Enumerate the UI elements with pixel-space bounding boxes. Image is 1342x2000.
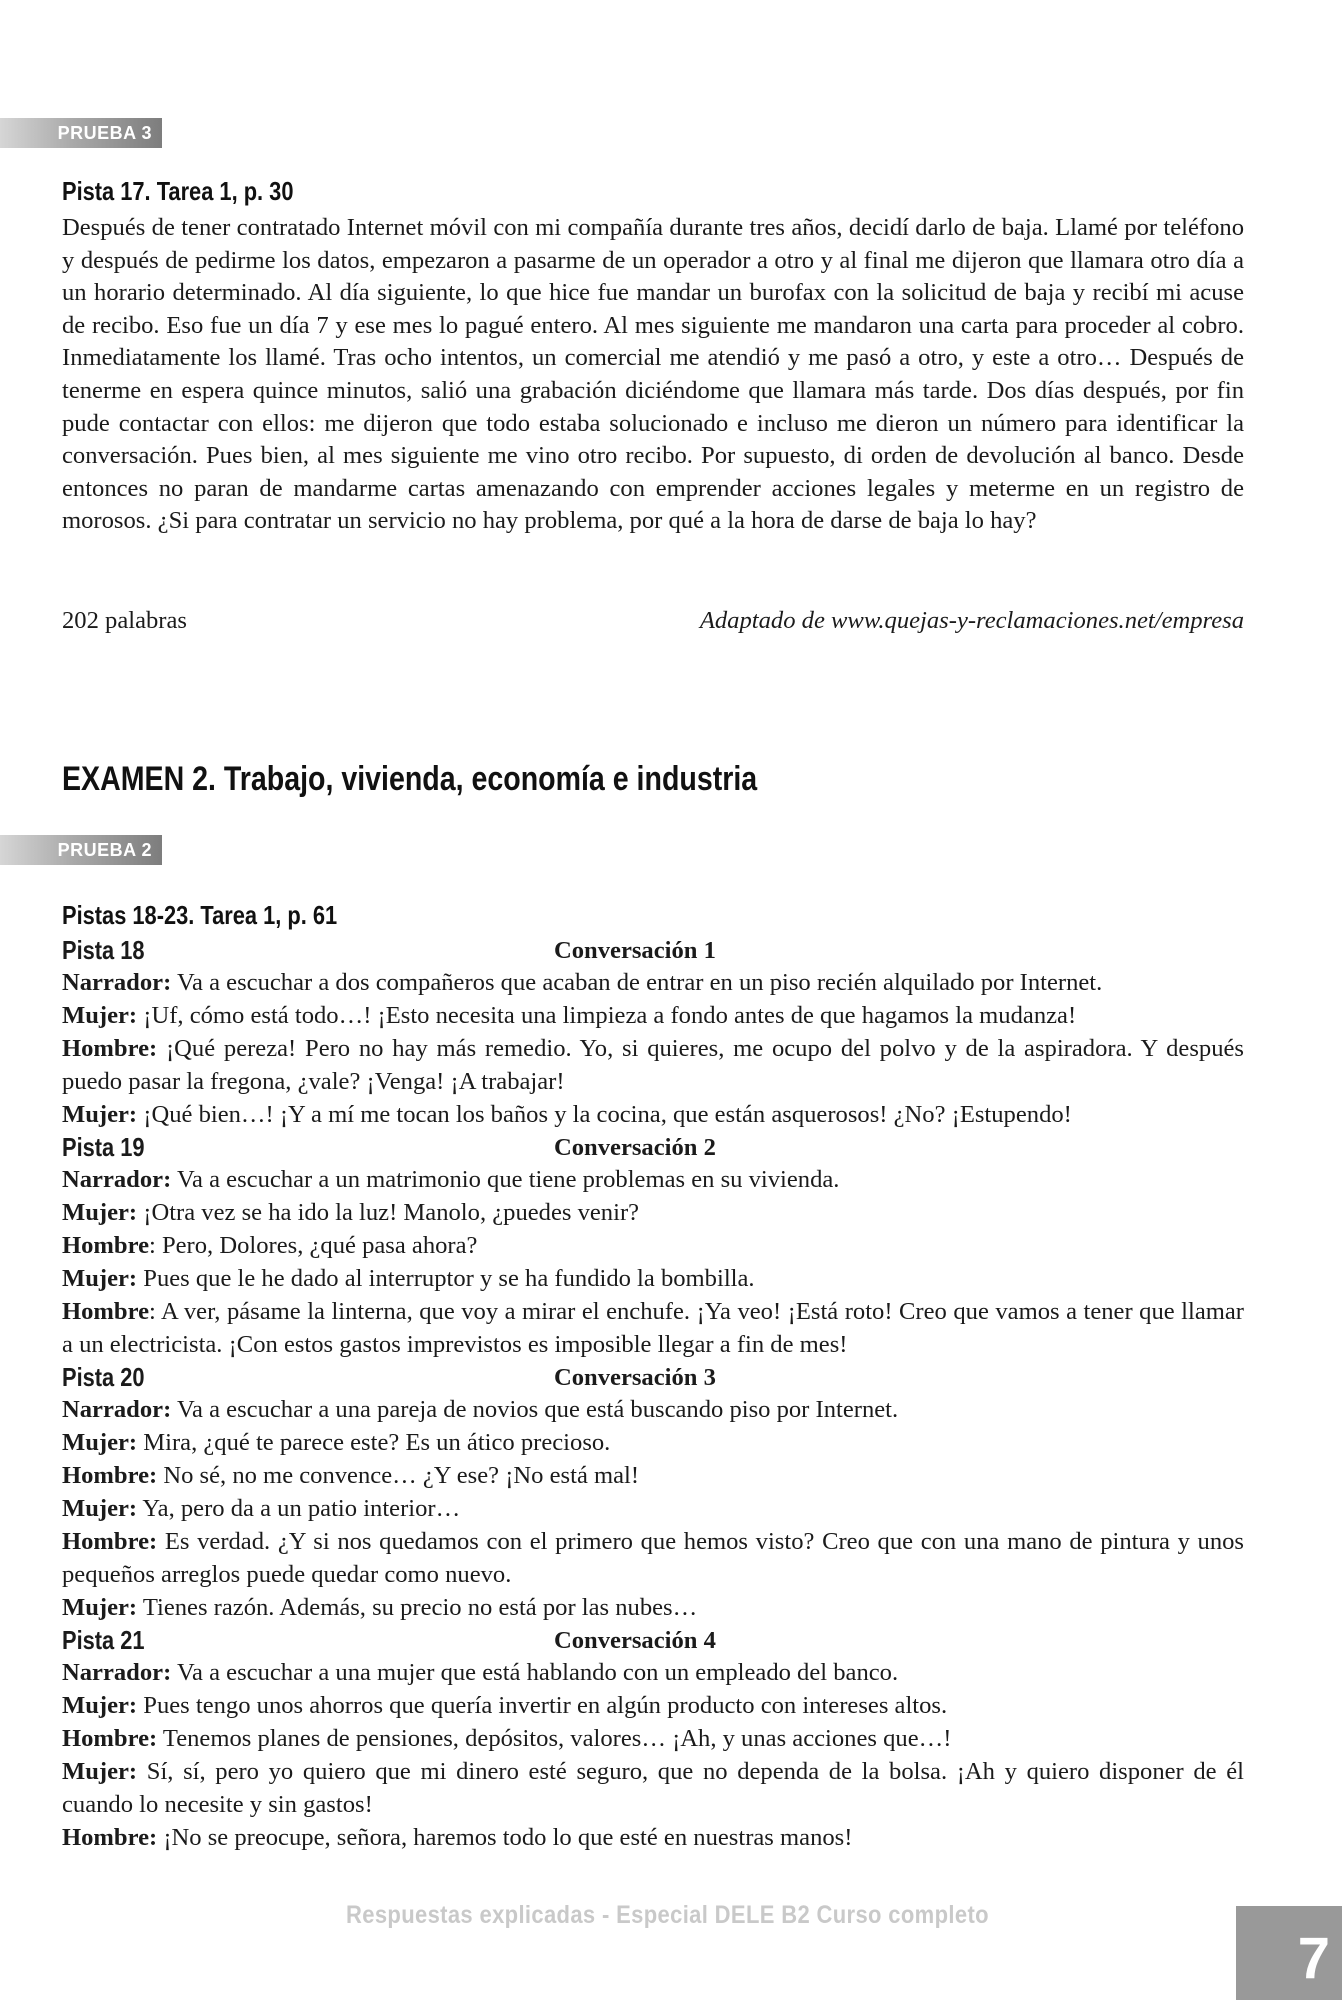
dialogue-line [62,1164,1244,1197]
dialogue-line [62,1263,1244,1296]
dialogue-text: ¡No se preocupe, señora, haremos todo lo que esté en nuestras manos! [163,1824,853,1851]
source-citation: Adaptado de www.quejas-y-reclamaciones.net/empresa [699,607,1244,634]
speaker-label: Hombre: [62,1528,158,1555]
page-number: 7 [1297,1926,1330,1991]
dialogue-text: ¡Qué bien…! ¡Y a mí me tocan los baños y la cocina, que están asquerosos! ¿No? ¡Estupendo! [143,1101,1072,1128]
track-heading: Pista 17. Tarea 1, p. 30 [62,176,294,206]
speaker-label: Narrador: [62,1659,172,1686]
dialogue-line [62,1000,1244,1033]
dialogue-line [62,1657,1244,1690]
dialogue-line [62,1460,1244,1493]
dialogue-line [62,967,1244,1000]
conversation-header [62,1624,1244,1657]
track-label: Pista 19 [62,1132,145,1162]
dialogue-text: ¡Otra vez se ha ido la luz! Manolo, ¿puedes venir? [143,1199,640,1226]
speaker-label: Mujer: [62,1692,138,1719]
dialogue-text: : Pero, Dolores, ¿qué pasa ahora? [148,1232,478,1259]
speaker-label: Narrador: [62,1166,172,1193]
dialogue-text: Tienes razón. Además, su precio no está por las nubes… [142,1594,698,1621]
page-number-box [1236,1906,1342,2000]
speaker-label: Mujer: [62,1199,138,1226]
speaker-label: Hombre: [62,1725,158,1752]
dialogue-text: Va a escuchar a un matrimonio que tiene problemas en su vivienda. [177,1166,840,1193]
track-label: Pista 21 [62,1625,145,1655]
dialogue-line [62,1033,1244,1099]
track-label: Pista 20 [62,1362,145,1392]
complaint-text: Después de tener contratado Internet móvil con mi compañía durante tres años, decidí darlo de baja. Llamé por teléfono y después de pedirme los datos, empezaron a pasarme de un operador a otro y al final me dijeron que llamara otro día a un horario determinado. Al día siguiente, lo que hice fue mandar un burofax con la solicitud de baja y recibí mi acuse de recibo. Eso fue un día 7 y ese mes lo pagué entero. Al mes siguiente me mandaron una carta para proceder al cobro. Inmediatamente los llamé. Tras ocho intentos, un comercial me atendió y me pasó a otro, y este a otro… Después de tenerme en espera quince minutos, salió una grabación diciéndome que llamara más tarde. Dos días después, por fin pude contactar con ellos: me dijeron que todo estaba solucionado e incluso me dieron un número para identificar la conversación. Pues bien, al mes siguiente me vino otro recibo. Por supuesto, di orden de devolución al banco. Desde entonces no paran de mandarme cartas amenazando con emprender acciones legales y meterme en un registro de morosos. ¿Si para contratar un servicio no hay problema, por qué a la hora de darse de baja lo hay? [62,214,1244,535]
conversation-title: Conversación 1 [554,937,716,964]
dialogue-text: : A ver, pásame la linterna, que voy a mirar el enchufe. ¡Ya veo! ¡Está roto! Creo que vamos a tener que llamar a un electricista. ¡Con estos gastos imprevistos es imposible llegar a fin de mes! [62,1298,1244,1358]
dialogue-text: Sí, sí, pero yo quiero que mi dinero esté seguro, que no dependa de la bolsa. ¡Ah y quiero disponer de él cuando lo necesite y sin gastos! [62,1758,1244,1818]
conversation-header [62,1131,1244,1164]
speaker-label: Mujer: [62,1002,138,1029]
dialogue-line [62,1427,1244,1460]
dialogue-text: Pues tengo unos ahorros que quería invertir en algún producto con intereses altos. [143,1692,948,1719]
speaker-label: Mujer: [62,1594,138,1621]
source-line [62,605,1244,637]
speaker-label: Narrador: [62,1396,172,1423]
tracks-heading: Pistas 18-23. Tarea 1, p. 61 [62,900,338,930]
exam-title: EXAMEN 2. Trabajo, vivienda, economía e industria [62,760,758,798]
conversation-header [62,1361,1244,1394]
dialogue-line [62,1099,1244,1132]
dialogue-line [62,1493,1244,1526]
dialogue-line [62,1394,1244,1427]
dialogue-line [62,1756,1244,1822]
speaker-label: Hombre [62,1232,149,1259]
dialogue-text: Mira, ¿qué te parece este? Es un ático precioso. [143,1429,611,1456]
dialogue-text: Tenemos planes de pensiones, depósitos, valores… ¡Ah, y unas acciones que…! [162,1725,952,1752]
dialogue-line [62,1723,1244,1756]
speaker-label: Hombre: [62,1462,158,1489]
dialogue-text: Ya, pero da a un patio interior… [142,1495,461,1522]
speaker-label: Mujer: [62,1101,138,1128]
conversation-title: Conversación 4 [554,1627,716,1654]
conversation-header [62,934,1244,967]
speaker-label: Hombre [62,1298,149,1325]
speaker-label: Hombre: [62,1035,158,1062]
dialogue-line [62,1822,1244,1855]
word-count: 202 palabras [62,607,187,634]
dialogue-text: No sé, no me convence… ¿Y ese? ¡No está mal! [163,1462,640,1489]
dialogue-text: Va a escuchar a dos compañeros que acaban de entrar en un piso recién alquilado por Internet. [177,969,1103,996]
speaker-label: Hombre: [62,1824,158,1851]
dialogue-text: ¡Qué pereza! Pero no hay más remedio. Yo, si quieres, me ocupo del polvo y de la aspiradora. Y después puedo pasar la fregona, ¿vale? ¡Venga! ¡A trabajar! [62,1035,1244,1095]
speaker-label: Narrador: [62,969,172,996]
dialogue-line [62,1197,1244,1230]
section-tab-prueba-3: PRUEBA 3 [0,118,162,148]
conversation-title: Conversación 2 [554,1134,716,1161]
speaker-label: Mujer: [62,1429,138,1456]
dialogue-text: Es verdad. ¿Y si nos quedamos con el primero que hemos visto? Creo que con una mano de pintura y unos pequeños arreglos puede quedar como nuevo. [62,1528,1244,1588]
dialogue-text: Va a escuchar a una pareja de novios que está buscando piso por Internet. [177,1396,899,1423]
dialogue-text: ¡Uf, cómo está todo…! ¡Esto necesita una limpieza a fondo antes de que hagamos la mudanza! [143,1002,1077,1029]
dialogue-line [62,1230,1244,1263]
speaker-label: Mujer: [62,1758,138,1785]
dialogue-text: Va a escuchar a una mujer que está hablando con un empleado del banco. [177,1659,899,1686]
conversation-title: Conversación 3 [554,1364,716,1391]
dialogue-line [62,1690,1244,1723]
track-label: Pista 18 [62,935,145,965]
dialogue-line [62,1526,1244,1592]
dialogue-text: Pues que le he dado al interruptor y se ha fundido la bombilla. [143,1265,755,1292]
speaker-label: Mujer: [62,1495,138,1522]
dialogue-line [62,1296,1244,1362]
dialogue-line [62,1592,1244,1625]
speaker-label: Mujer: [62,1265,138,1292]
section-tab-prueba-2: PRUEBA 2 [0,835,162,865]
footer-title: Respuestas explicadas - Especial DELE B2 Curso completo [346,1901,989,1929]
